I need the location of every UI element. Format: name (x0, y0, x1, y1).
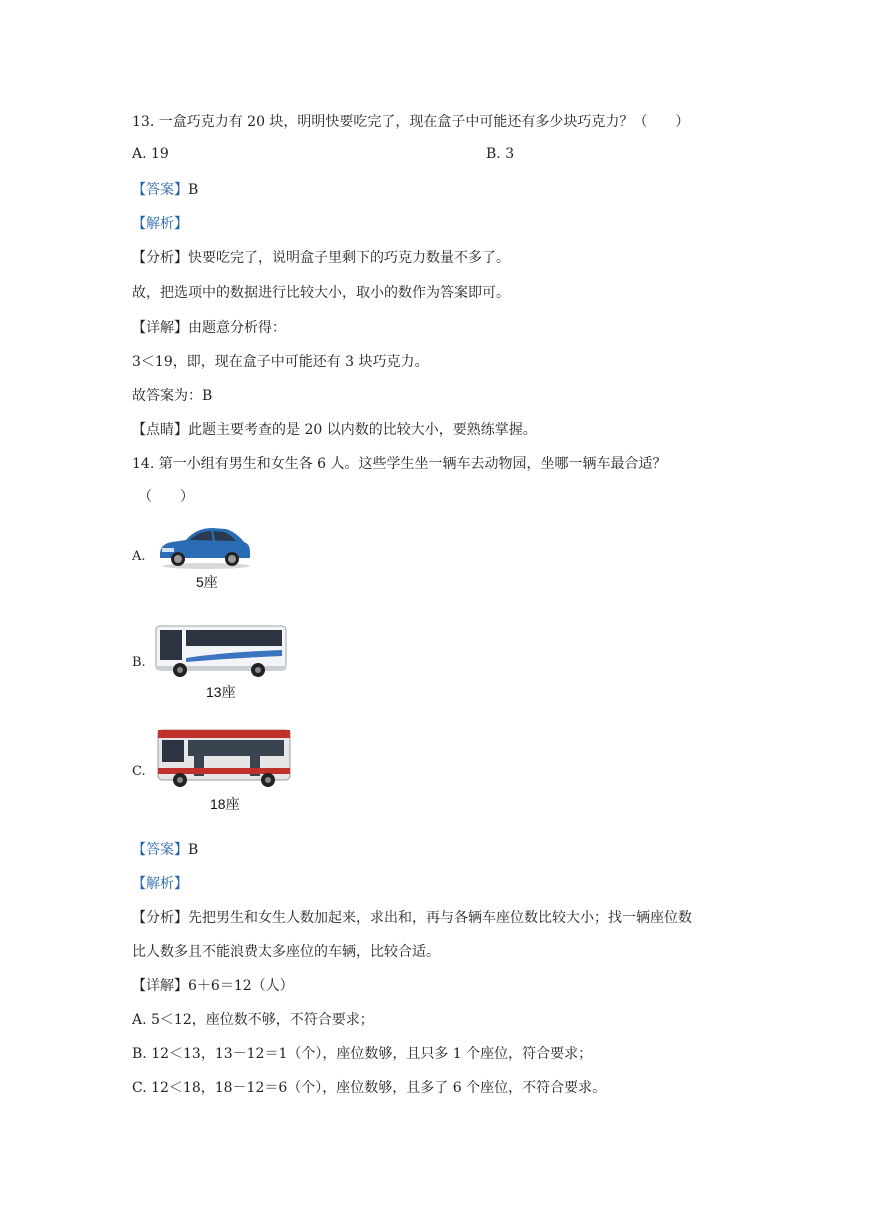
q14-answer-tag: 【答案】 (132, 842, 188, 858)
q14-answer (132, 840, 198, 860)
q14-question: 14. 第一小组有男生和女生各 6 人。这些学生坐一辆车去动物园，坐哪一辆车最合适？ (132, 456, 667, 472)
q13-option-a: A. 19 (132, 146, 169, 162)
q14-paren: （ ） (138, 489, 194, 505)
q13-xiangjie: 【详解】由题意分析得： (132, 320, 286, 336)
car-icon (154, 520, 254, 592)
q13-answer (132, 180, 198, 200)
q13-step2: 故答案为：B (132, 388, 213, 404)
q13-dianjing: 【点睛】此题主要考查的是 20 以内数的比较大小，要熟练掌握。 (132, 422, 537, 438)
q14-fenxi2: 比人数多且不能浪费太多座位的车辆，比较合适。 (132, 944, 440, 960)
bus-icon (154, 728, 294, 814)
q14-answer-value: B (188, 842, 199, 858)
q14-fenxi: 【分析】先把男生和女生人数加起来，求出和，再与各辆车座位数比较大小；找一辆座位数 (132, 910, 692, 926)
q13-options (132, 146, 732, 166)
q13-question: 13. 一盒巧克力有 20 块，明明快要吃完了，现在盒子中可能还有多少块巧克力？（ ） (132, 114, 690, 130)
q14-analysis-tag: 【解析】 (132, 876, 188, 892)
q13-step1: 3＜19，即，现在盒子中可能还有 3 块巧克力。 (132, 354, 429, 370)
q14-option-a-label: A. (132, 548, 146, 564)
q14-option-a-caption: 5座 (196, 574, 218, 590)
q14-option-c (132, 728, 294, 814)
q14-option-c-caption: 18座 (210, 796, 240, 812)
q13-option-b: B. 3 (486, 146, 515, 162)
q13-fenxi2: 故，把选项中的数据进行比较大小，取小的数作为答案即可。 (132, 285, 510, 301)
q13-fenxi: 【分析】快要吃完了，说明盒子里剩下的巧克力数量不多了。 (132, 250, 510, 266)
q14-option-c-label: C. (132, 763, 146, 779)
bus-icon (154, 622, 288, 702)
q14-c: C. 12＜18，18－12＝6（个），座位数够，且多了 6 个座位，不符合要求。 (132, 1080, 607, 1096)
q14-xiangjie: 【详解】6＋6＝12（人） (132, 978, 294, 994)
q13-answer-tag: 【答案】 (132, 182, 188, 198)
q14-a: A. 5＜12，座位数不够，不符合要求； (132, 1012, 374, 1028)
q14-option-b-label: B. (132, 654, 146, 670)
q14-option-a (132, 520, 254, 592)
q13-analysis-tag: 【解析】 (132, 216, 188, 232)
q13-answer-value: B (188, 182, 199, 198)
q14-b: B. 12＜13，13－12＝1（个），座位数够，且只多 1 个座位，符合要求； (132, 1046, 593, 1062)
q14-option-b (132, 622, 288, 702)
q14-option-b-caption: 13座 (206, 684, 236, 700)
